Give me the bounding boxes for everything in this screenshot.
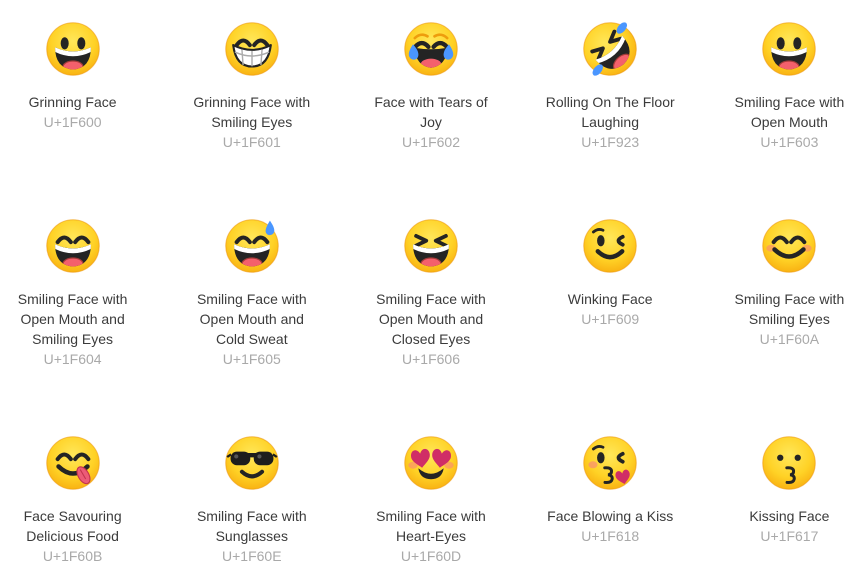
emoji-codepoint: U+1F609 <box>581 311 640 327</box>
emoji-name <box>546 92 675 132</box>
emoji-name-line: Open Mouth and <box>378 311 484 327</box>
emoji-name <box>197 506 307 546</box>
emoji-cell-face-savouring-delicious-food[interactable] <box>0 435 162 566</box>
emoji-codepoint: U+1F60D <box>400 548 462 564</box>
smiling-face-with-open-mouth-icon <box>761 21 817 77</box>
emoji-name-line: Joy <box>420 114 442 130</box>
emoji-name <box>749 506 829 526</box>
emoji-name-line: Kissing Face <box>749 508 830 524</box>
emoji-cell-rolling-on-the-floor-laughing[interactable] <box>521 21 700 152</box>
emoji-name-line: Smiling Face with <box>376 291 486 307</box>
emoji-codepoint: U+1F600 <box>43 114 102 130</box>
face-with-tears-of-joy-icon <box>403 21 459 77</box>
grinning-face-icon <box>45 21 101 77</box>
emoji-name-line: Smiling Face with <box>734 94 845 110</box>
emoji-codepoint: U+1F923 <box>581 134 640 150</box>
kissing-face-icon <box>761 435 817 491</box>
emoji-name <box>193 92 310 132</box>
emoji-name-line: Open Mouth and <box>199 311 304 327</box>
emoji-cell-smiling-face-with-heart-eyes[interactable] <box>341 435 520 566</box>
emoji-name-line: Sunglasses <box>215 528 288 544</box>
emoji-cell-smiling-face-with-open-mouth-and-smiling-eyes[interactable] <box>0 218 162 369</box>
emoji-cell-smiling-face-with-sunglasses[interactable] <box>162 435 341 566</box>
smiling-face-with-open-mouth-and-closed-eyes-icon <box>403 218 459 274</box>
emoji-name-line: Face with Tears of <box>374 94 488 110</box>
smiling-face-with-open-mouth-and-cold-sweat-icon <box>224 218 280 274</box>
emoji-name <box>376 506 486 546</box>
emoji-cell-grinning-face-with-smiling-eyes[interactable] <box>162 21 341 152</box>
emoji-codepoint: U+1F618 <box>581 528 640 544</box>
emoji-name-line: Heart-Eyes <box>395 528 466 544</box>
emoji-codepoint: U+1F601 <box>222 134 281 150</box>
emoji-name-line: Rolling On The Floor <box>545 94 675 110</box>
emoji-name <box>197 289 307 349</box>
emoji-codepoint: U+1F60E <box>222 548 282 564</box>
emoji-codepoint: U+1F603 <box>760 134 819 150</box>
emoji-cell-kissing-face[interactable] <box>700 435 862 566</box>
emoji-name-line: Winking Face <box>567 291 653 307</box>
emoji-name <box>547 506 673 526</box>
face-savouring-delicious-food-icon <box>45 435 101 491</box>
emoji-name <box>376 289 486 349</box>
emoji-name-line: Cold Sweat <box>215 331 288 347</box>
emoji-codepoint: U+1F617 <box>760 528 819 544</box>
smiling-face-with-heart-eyes-icon <box>403 435 459 491</box>
grinning-face-with-smiling-eyes-icon <box>224 21 280 77</box>
emoji-name-line: Grinning Face with <box>193 94 311 110</box>
emoji-name <box>29 92 117 112</box>
emoji-name-line: Delicious Food <box>26 528 119 544</box>
emoji-name <box>24 506 122 546</box>
emoji-name-line: Smiling Eyes <box>32 331 114 347</box>
emoji-name-line: Smiling Face with <box>196 291 307 307</box>
emoji-codepoint: U+1F60A <box>759 331 820 347</box>
emoji-name-line: Open Mouth <box>750 114 828 130</box>
emoji-name <box>18 289 128 349</box>
emoji-cell-grinning-face[interactable] <box>0 21 162 152</box>
winking-face-icon <box>582 218 638 274</box>
emoji-codepoint: U+1F60B <box>42 548 103 564</box>
emoji-name-line: Smiling Face with <box>196 508 307 524</box>
emoji-name <box>735 92 845 132</box>
emoji-cell-face-blowing-a-kiss[interactable] <box>521 435 700 566</box>
emoji-name-line: Grinning Face <box>28 94 117 110</box>
emoji-name-line: Smiling Face with <box>734 291 845 307</box>
face-blowing-a-kiss-icon <box>582 435 638 491</box>
emoji-cell-winking-face[interactable] <box>521 218 700 369</box>
emoji-cell-smiling-face-with-smiling-eyes[interactable] <box>700 218 862 369</box>
emoji-grid <box>0 21 862 566</box>
emoji-name <box>568 289 653 309</box>
emoji-name-line: Smiling Face with <box>376 508 486 524</box>
emoji-cell-smiling-face-with-open-mouth-and-closed-eyes[interactable] <box>341 218 520 369</box>
emoji-name <box>735 289 845 329</box>
emoji-name-line: Closed Eyes <box>391 331 471 347</box>
smiling-face-with-sunglasses-icon <box>224 435 280 491</box>
smiling-face-with-smiling-eyes-icon <box>761 218 817 274</box>
emoji-cell-face-with-tears-of-joy[interactable] <box>341 21 520 152</box>
emoji-name-line: Laughing <box>581 114 639 130</box>
emoji-name-line: Open Mouth and <box>20 311 125 327</box>
emoji-codepoint: U+1F605 <box>222 351 281 367</box>
emoji-name-line: Smiling Eyes <box>748 311 830 327</box>
emoji-name-line: Smiling Eyes <box>211 114 293 130</box>
smiling-face-with-open-mouth-and-smiling-eyes-icon <box>45 218 101 274</box>
emoji-codepoint: U+1F604 <box>43 351 102 367</box>
emoji-name-line: Face Savouring <box>23 508 122 524</box>
emoji-name <box>374 92 487 132</box>
emoji-name-line: Face Blowing a Kiss <box>547 508 674 524</box>
emoji-cell-smiling-face-with-open-mouth-and-cold-sweat[interactable] <box>162 218 341 369</box>
emoji-name-line: Smiling Face with <box>17 291 128 307</box>
rolling-on-the-floor-laughing-icon <box>582 21 638 77</box>
emoji-cell-smiling-face-with-open-mouth[interactable] <box>700 21 862 152</box>
emoji-codepoint: U+1F602 <box>402 134 460 150</box>
emoji-codepoint: U+1F606 <box>402 351 460 367</box>
